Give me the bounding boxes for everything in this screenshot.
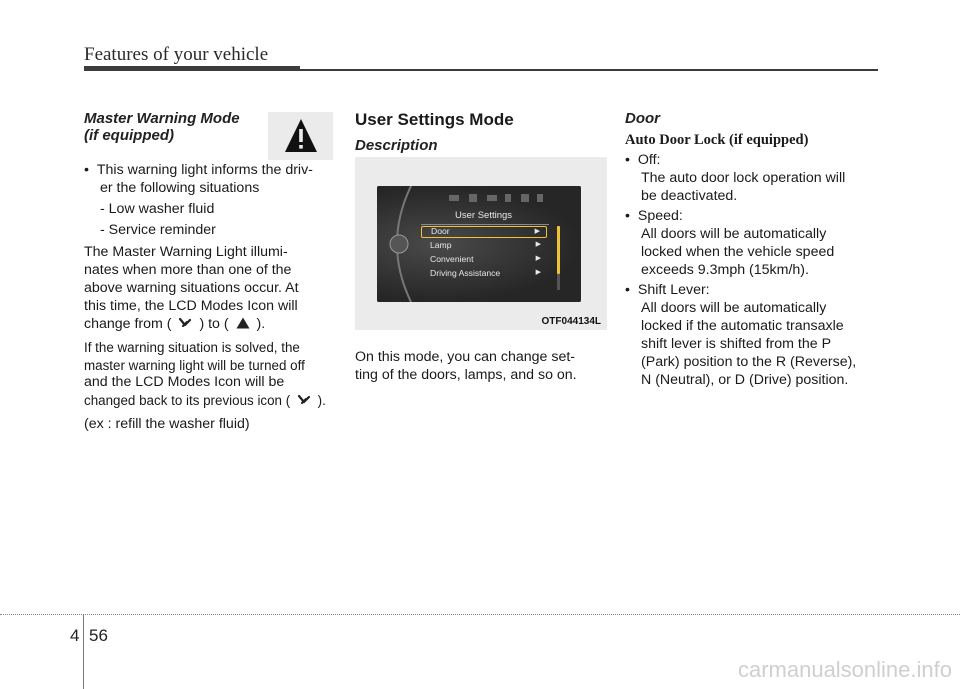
menu-item-label: Driving Assistance — [430, 268, 501, 278]
menu-item-label: Door — [431, 226, 450, 236]
menu-item-door[interactable] — [421, 226, 547, 238]
arrow-right-icon: ▶ — [535, 269, 541, 276]
para2-line: and the LCD Modes Icon will be — [84, 374, 285, 390]
shift-text: shift lever is shifted from the P — [641, 336, 832, 352]
sub-item-washer: - Low washer fluid — [100, 201, 215, 217]
off-label: Off: — [637, 152, 661, 168]
user-settings-heading: User Settings Mode — [355, 110, 514, 129]
speed-text: locked when the vehicle speed — [641, 244, 835, 260]
section-number: 4 — [70, 626, 80, 645]
mode-icons-row — [437, 192, 547, 204]
shift-text: (Park) position to the R (Reverse), — [641, 354, 857, 370]
paragraph-line: On this mode, you can change set- — [355, 349, 576, 365]
column-user-settings — [355, 110, 607, 154]
footer-divider — [83, 614, 84, 689]
shift-text: All doors will be automatically — [641, 300, 827, 316]
lcd-figure — [355, 157, 607, 330]
para1-line: this time, the LCD Modes Icon will — [84, 298, 298, 314]
wrench-icon — [178, 317, 192, 329]
door-heading: Door — [625, 110, 660, 127]
bullet-shift-lever: • Shift Lever: — [625, 282, 710, 298]
menu-item-convenient[interactable] — [421, 254, 547, 266]
para2-text: changed back to its previous icon ( — [84, 392, 291, 408]
user-settings-paragraph — [355, 348, 607, 384]
bullet-text: This warning light informs the driv- — [96, 162, 313, 178]
bullet-continuation: er the following situations — [100, 180, 260, 196]
title-line-2: (if equipped) — [84, 127, 174, 144]
bullet-off: • Off: — [625, 152, 661, 168]
shift-text: locked if the automatic transaxle — [641, 318, 844, 334]
arrow-right-icon: ▶ — [535, 241, 541, 248]
header-title: Features of your vehicle — [84, 44, 269, 65]
warning-triangle-icon — [284, 118, 318, 154]
para1-text: change from ( — [84, 316, 172, 332]
para2-line: master warning light will be turned off — [84, 357, 305, 373]
scrollbar-thumb[interactable] — [557, 226, 560, 274]
shift-text: N (Neutral), or D (Drive) position. — [641, 372, 849, 388]
para1-text: ). — [256, 316, 266, 332]
warning-light-box — [268, 112, 333, 160]
bullet-item: • This warning light informs the driv- — [84, 162, 313, 178]
menu-item-lamp[interactable] — [421, 240, 547, 252]
watermark-text: carmanualsonline.info — [737, 657, 952, 682]
para2-line-icon — [84, 392, 334, 410]
title-line-1: Master Warning Mode — [84, 110, 240, 127]
page-number: 56 — [89, 626, 108, 645]
lcd-screen — [377, 186, 581, 302]
warning-triangle-icon — [236, 317, 250, 329]
para2 — [84, 339, 334, 409]
header-bar — [84, 66, 300, 71]
para2-text: ). — [317, 392, 326, 408]
column-door — [625, 110, 880, 389]
para2-line: If the warning situation is solved, the — [84, 340, 300, 355]
description-heading: Description — [355, 137, 438, 154]
menu-title: User Settings — [455, 210, 513, 221]
paragraph-line: ting of the doors, lamps, and so on. — [355, 367, 577, 383]
off-text: The auto door lock operation will — [641, 170, 846, 186]
para1-text: ) to ( — [199, 316, 229, 332]
menu-item-label: Convenient — [430, 254, 474, 264]
wrench-icon — [297, 394, 311, 406]
para1-line: above warning situations occur. At — [84, 280, 299, 296]
off-text: be deactivated. — [641, 188, 738, 204]
footer-rule — [0, 614, 960, 615]
arrow-right-icon: ▶ — [534, 228, 540, 235]
arrow-right-icon: ▶ — [535, 255, 541, 262]
speed-text: All doors will be automatically — [641, 226, 827, 242]
para1 — [84, 243, 334, 333]
para1-line-icons — [84, 315, 334, 333]
header-line — [300, 69, 878, 71]
menu-separator — [421, 224, 549, 225]
menu-item-driving-assistance[interactable] — [421, 268, 547, 280]
bullet-speed: • Speed: — [625, 208, 683, 224]
para1-line: nates when more than one of the — [84, 262, 292, 278]
speed-label: Speed: — [637, 208, 683, 224]
sub-item-service: - Service reminder — [100, 222, 216, 238]
shift-label: Shift Lever: — [637, 282, 710, 298]
auto-door-lock-heading: Auto Door Lock (if equipped) — [625, 132, 809, 148]
figure-code: OTF044134L — [541, 316, 601, 327]
menu-item-label: Lamp — [430, 240, 452, 250]
speed-text: exceeds 9.3mph (15km/h). — [641, 262, 809, 278]
example-text: (ex : refill the washer fluid) — [84, 416, 250, 432]
para1-line: The Master Warning Light illumi- — [84, 244, 288, 260]
